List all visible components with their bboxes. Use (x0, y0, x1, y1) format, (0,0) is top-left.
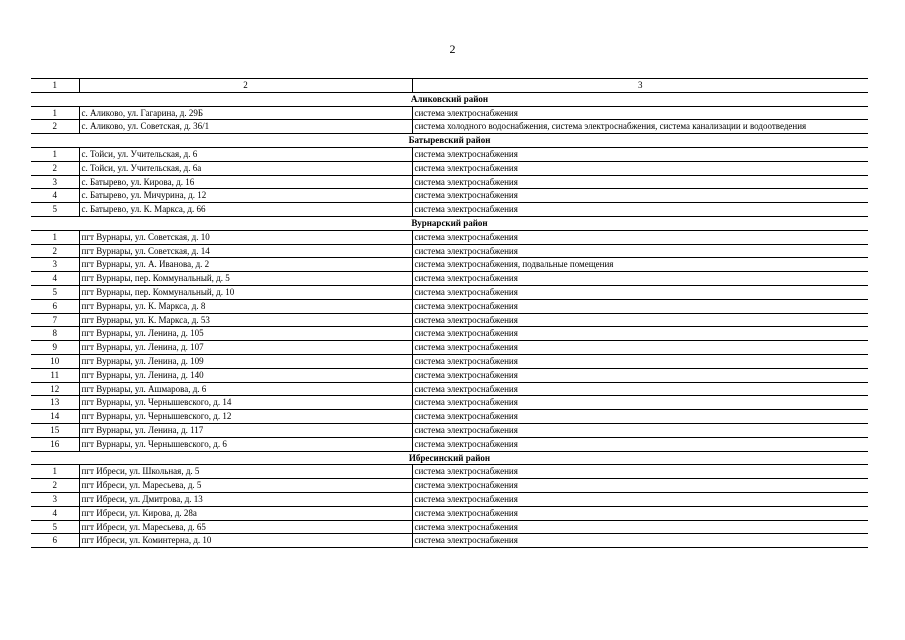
row-address: пгт Ибреси, ул. Коминтерна, д. 10 (79, 534, 412, 548)
row-systems: система электроснабжения (412, 244, 868, 258)
row-address: пгт Вурнары, ул. Ашмарова, д. 6 (79, 382, 412, 396)
row-number: 4 (31, 189, 79, 203)
table-row (31, 437, 868, 451)
table-row (31, 520, 868, 534)
row-address: с. Батырево, ул. Кирова, д. 16 (79, 175, 412, 189)
row-number: 9 (31, 341, 79, 355)
district-name: Вурнарский район (31, 216, 868, 230)
district-row (31, 134, 868, 148)
district-name: Аликовский район (31, 92, 868, 106)
district-name: Батыревский район (31, 134, 868, 148)
column-number-1: 1 (31, 79, 79, 93)
row-systems: система электроснабжения (412, 189, 868, 203)
table-row (31, 410, 868, 424)
row-systems: система электроснабжения, подвальные помещения (412, 258, 868, 272)
district-row (31, 92, 868, 106)
table-row (31, 189, 868, 203)
row-systems: система электроснабжения (412, 230, 868, 244)
table-row (31, 313, 868, 327)
table-row (31, 354, 868, 368)
row-number: 5 (31, 285, 79, 299)
table-row (31, 285, 868, 299)
row-address: пгт Вурнары, ул. Ленина, д. 117 (79, 423, 412, 437)
row-address: с. Аликово, ул. Гагарина, д. 29Б (79, 106, 412, 120)
row-address: пгт Ибреси, ул. Кирова, д. 28а (79, 506, 412, 520)
table-row (31, 479, 868, 493)
page-number: 2 (449, 42, 456, 56)
row-address: пгт Вурнары, ул. К. Маркса, д. 53 (79, 313, 412, 327)
table-row (31, 465, 868, 479)
row-systems: система электроснабжения (412, 203, 868, 217)
row-number: 2 (31, 120, 79, 134)
row-systems: система электроснабжения (412, 341, 868, 355)
row-systems: система электроснабжения (412, 147, 868, 161)
row-number: 14 (31, 410, 79, 424)
row-systems: система электроснабжения (412, 272, 868, 286)
objects-table (31, 78, 868, 548)
row-systems: система электроснабжения (412, 299, 868, 313)
table-row (31, 258, 868, 272)
table-row (31, 341, 868, 355)
row-address: пгт Ибреси, ул. Дмитрова, д. 13 (79, 492, 412, 506)
row-systems: система электроснабжения (412, 520, 868, 534)
table-row (31, 244, 868, 258)
row-number: 4 (31, 272, 79, 286)
table-row (31, 382, 868, 396)
table-row (31, 175, 868, 189)
row-address: пгт Вурнары, ул. К. Маркса, д. 8 (79, 299, 412, 313)
row-systems: система электроснабжения (412, 382, 868, 396)
row-number: 3 (31, 492, 79, 506)
row-address: с. Батырево, ул. К. Маркса, д. 66 (79, 203, 412, 217)
row-address: с. Тойси, ул. Учительская, д. 6а (79, 161, 412, 175)
row-address: пгт Ибреси, ул. Школьная, д. 5 (79, 465, 412, 479)
row-systems: система электроснабжения (412, 161, 868, 175)
row-systems: система электроснабжения (412, 327, 868, 341)
table-row (31, 396, 868, 410)
row-number: 12 (31, 382, 79, 396)
column-number-2: 2 (79, 79, 412, 93)
row-systems: система электроснабжения (412, 354, 868, 368)
table-row (31, 272, 868, 286)
row-systems: система электроснабжения (412, 423, 868, 437)
table-row (31, 299, 868, 313)
row-number: 1 (31, 465, 79, 479)
column-number-row (31, 79, 868, 93)
row-number: 16 (31, 437, 79, 451)
district-name: Ибресинский район (31, 451, 868, 465)
table-row (31, 230, 868, 244)
row-number: 11 (31, 368, 79, 382)
row-number: 13 (31, 396, 79, 410)
row-number: 5 (31, 520, 79, 534)
row-number: 3 (31, 175, 79, 189)
row-number: 4 (31, 506, 79, 520)
table-row (31, 106, 868, 120)
column-number-3: 3 (412, 79, 868, 93)
row-address: пгт Вурнары, ул. Чернышевского, д. 14 (79, 396, 412, 410)
table-row (31, 492, 868, 506)
row-number: 10 (31, 354, 79, 368)
row-number: 2 (31, 244, 79, 258)
table-row (31, 506, 868, 520)
row-address: пгт Вурнары, ул. Ленина, д. 105 (79, 327, 412, 341)
row-number: 15 (31, 423, 79, 437)
row-systems: система электроснабжения (412, 534, 868, 548)
row-number: 3 (31, 258, 79, 272)
row-number: 6 (31, 299, 79, 313)
row-systems: система электроснабжения (412, 175, 868, 189)
row-number: 6 (31, 534, 79, 548)
row-address: пгт Вурнары, ул. Советская, д. 14 (79, 244, 412, 258)
table-row (31, 120, 868, 134)
row-systems: система электроснабжения (412, 106, 868, 120)
row-number: 2 (31, 479, 79, 493)
row-systems: система электроснабжения (412, 368, 868, 382)
table-row (31, 327, 868, 341)
row-address: пгт Вурнары, ул. Ленина, д. 109 (79, 354, 412, 368)
row-systems: система электроснабжения (412, 285, 868, 299)
row-number: 1 (31, 106, 79, 120)
row-address: пгт Вурнары, пер. Коммунальный, д. 10 (79, 285, 412, 299)
table-row (31, 368, 868, 382)
row-address: пгт Вурнары, ул. Чернышевского, д. 12 (79, 410, 412, 424)
row-address: пгт Вурнары, ул. Чернышевского, д. 6 (79, 437, 412, 451)
row-address: с. Аликово, ул. Советская, д. 36/1 (79, 120, 412, 134)
row-address: с. Тойси, ул. Учительская, д. 6 (79, 147, 412, 161)
row-systems: система электроснабжения (412, 437, 868, 451)
row-systems: система электроснабжения (412, 313, 868, 327)
row-number: 1 (31, 147, 79, 161)
row-systems: система холодного водоснабжения, система электроснабжения, система канализации и водоотведения (412, 120, 868, 134)
district-row (31, 451, 868, 465)
table-row (31, 203, 868, 217)
row-systems: система электроснабжения (412, 396, 868, 410)
row-address: пгт Вурнары, ул. Ленина, д. 107 (79, 341, 412, 355)
table-row (31, 534, 868, 548)
district-row (31, 216, 868, 230)
row-address: пгт Вурнары, ул. Ленина, д. 140 (79, 368, 412, 382)
row-address: пгт Вурнары, ул. Советская, д. 10 (79, 230, 412, 244)
row-number: 1 (31, 230, 79, 244)
table-row (31, 147, 868, 161)
row-address: с. Батырево, ул. Мичурина, д. 12 (79, 189, 412, 203)
row-number: 7 (31, 313, 79, 327)
row-address: пгт Вурнары, ул. А. Иванова, д. 2 (79, 258, 412, 272)
table-row (31, 423, 868, 437)
row-systems: система электроснабжения (412, 492, 868, 506)
row-address: пгт Ибреси, ул. Маресьева, д. 5 (79, 479, 412, 493)
row-systems: система электроснабжения (412, 410, 868, 424)
row-systems: система электроснабжения (412, 506, 868, 520)
row-address: пгт Ибреси, ул. Маресьева, д. 65 (79, 520, 412, 534)
row-number: 2 (31, 161, 79, 175)
table-body (31, 79, 868, 548)
row-systems: система электроснабжения (412, 465, 868, 479)
row-systems: система электроснабжения (412, 479, 868, 493)
table-row (31, 161, 868, 175)
row-address: пгт Вурнары, пер. Коммунальный, д. 5 (79, 272, 412, 286)
row-number: 8 (31, 327, 79, 341)
row-number: 5 (31, 203, 79, 217)
